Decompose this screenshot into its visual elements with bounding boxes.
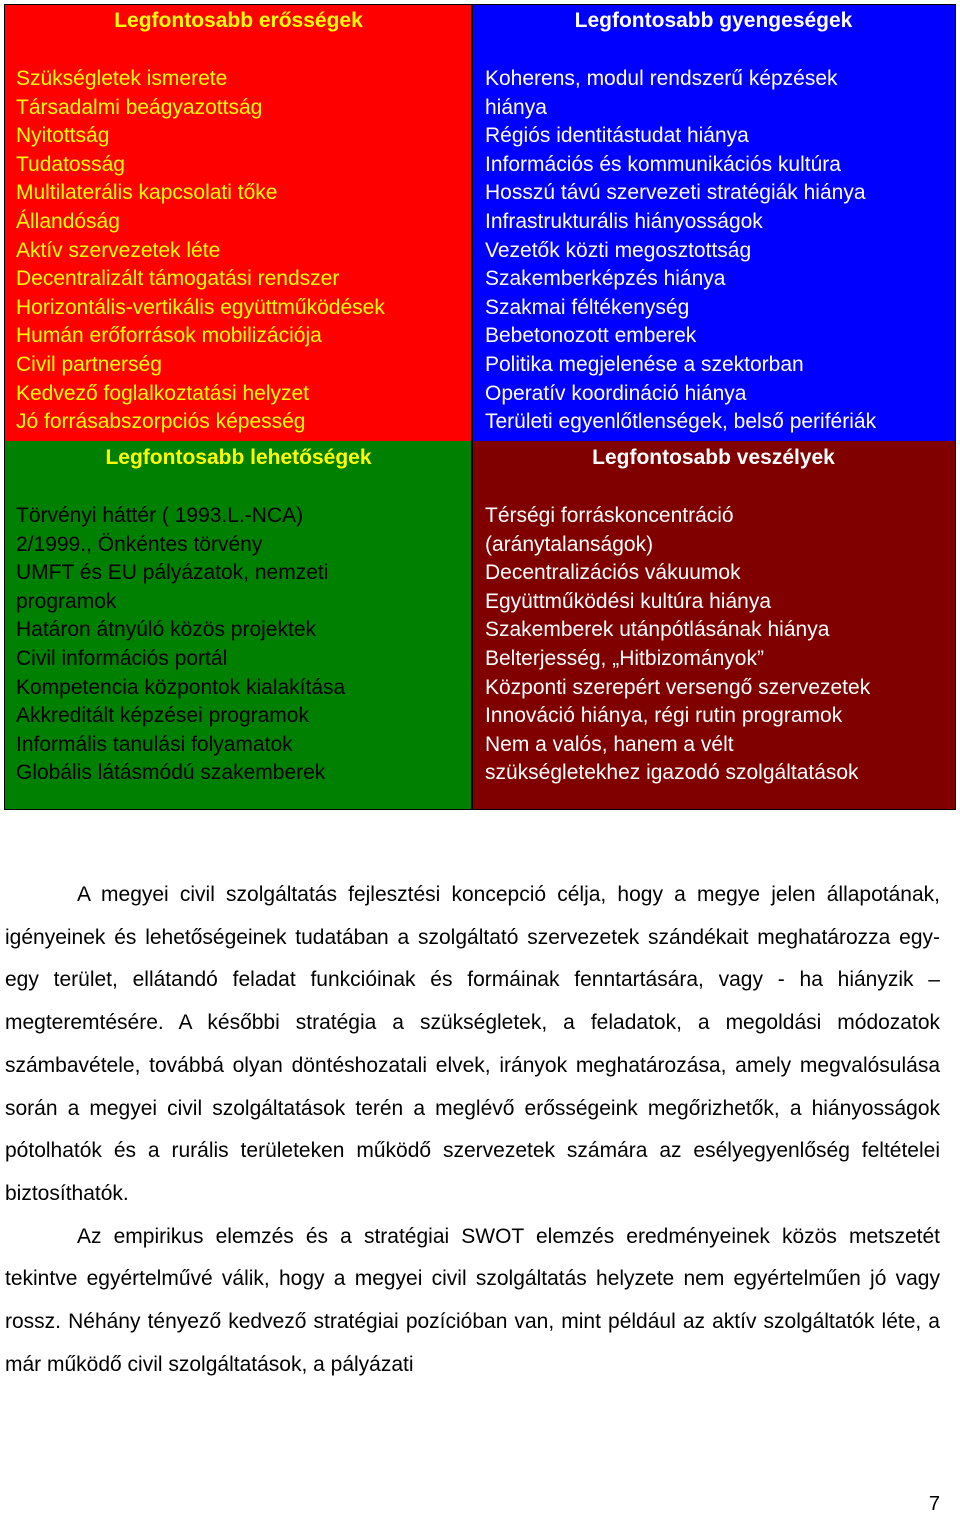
threats-title: Legfontosabb veszélyek (592, 446, 835, 469)
list-item: Belterjesség, „Hitbizományok” (485, 646, 764, 670)
body-text (5, 874, 940, 1386)
list-item: Globális látásmódú szakemberek (16, 761, 326, 785)
strengths-list (16, 65, 385, 437)
opportunities-list (16, 502, 436, 788)
list-item: Akkreditált képzései programok (16, 704, 309, 728)
list-item: Állandóság (16, 209, 120, 233)
threats-list (485, 502, 945, 788)
paragraph-1: A megyei civil szolgáltatás fejlesztési koncepció célja, hogy a megye jelen állapotának, igényeinek és lehetőségeinek tudatában a szolgáltató szervezetek szándékait meghatározza egy-egy terület, ellátandó feladat funkcióinak és formáinak fenntartására, vagy - ha hiányzik – megteremtésére. A későbbi stratégia a szükségletek, a feladatok, a megoldási módozatok számbavétele, továbbá olyan döntéshozatali elvek, irányok meghatározása, amely megvalósulása során a megyei civil szolgáltatások terén a meglévő erősségeink megőrizhetők, a hiányosságok pótolhatók és a rurális területeken működő szervezetek számára az esélyegyenlőség feltételei biztosíthatók. (5, 883, 940, 1205)
list-item: Területi egyenlőtlenségek, belső perifériák (485, 410, 877, 434)
list-item: Határon átnyúló közös projektek (16, 618, 316, 642)
list-item: hiánya (485, 95, 547, 119)
list-item: Decentralizált támogatási rendszer (16, 267, 340, 291)
threats-quadrant (472, 441, 955, 809)
weaknesses-list (485, 65, 950, 437)
list-item: Humán erőforrások mobilizációja (16, 324, 322, 348)
weaknesses-quadrant (472, 5, 955, 441)
list-item: Aktív szervezetek léte (16, 238, 221, 262)
list-item: Hosszú távú szervezeti stratégiák hiánya (485, 181, 866, 205)
list-item: Koherens, modul rendszerű képzések (485, 67, 838, 90)
list-item: Együttműködési kultúra hiánya (485, 589, 771, 613)
list-item: Szükségletek ismerete (16, 67, 228, 90)
list-item: Régiós identitástudat hiánya (485, 124, 749, 148)
list-item: Civil partnerség (16, 352, 162, 376)
list-item: 2/1999., Önkéntes törvény (16, 532, 263, 556)
list-item: Térségi forráskoncentráció (485, 504, 734, 527)
list-item: Kedvező foglalkoztatási helyzet (16, 381, 310, 405)
list-item: Operatív koordináció hiánya (485, 381, 747, 405)
strengths-quadrant (5, 5, 472, 441)
list-item: Tudatosság (16, 152, 125, 176)
list-item: Szakemberképzés hiánya (485, 267, 726, 291)
list-item: (aránytalanságok) (485, 532, 654, 556)
paragraph-2: Az empirikus elemzés és a stratégiai SWOT elemzés eredményeinek közös metszetét tekintve egyértelművé válik, hogy a megyei civil szolgáltatás helyzete nem egyértelműen jó vagy rossz. Néhány tényező kedvező stratégiai pozícióban van, mint például az aktív szolgáltatók léte, a már működő civil szolgáltatások, a pályázati (5, 1224, 940, 1376)
list-item: Innováció hiánya, régi rutin programok (485, 704, 843, 728)
list-item: Nem a valós, hanem a vélt (485, 732, 734, 756)
list-item: Informális tanulási folyamatok (16, 732, 293, 756)
list-item: Decentralizációs vákuumok (485, 561, 741, 585)
list-item: Társadalmi beágyazottság (16, 95, 263, 119)
list-item: programok (16, 589, 117, 613)
opportunities-quadrant (5, 441, 472, 809)
list-item: Kompetencia központok kialakítása (16, 675, 346, 699)
list-item: szükségletekhez igazodó szolgáltatások (485, 761, 859, 785)
list-item: Információs és kommunikációs kultúra (485, 152, 841, 176)
list-item: Szakemberek utánpótlásának hiánya (485, 618, 830, 642)
weaknesses-title: Legfontosabb gyengeségek (574, 9, 853, 32)
list-item: Központi szerepért versengő szervezetek (485, 675, 871, 699)
list-item: Politika megjelenése a szektorban (485, 352, 804, 376)
strengths-title: Legfontosabb erősségek (114, 9, 363, 32)
list-item: Infrastrukturális hiányosságok (485, 209, 763, 233)
list-item: Nyitottság (16, 124, 110, 148)
list-item: Horizontális-vertikális együttműködések (16, 295, 385, 319)
list-item: Szakmai féltékenység (485, 295, 690, 319)
swot-table (4, 4, 956, 810)
list-item: Törvényi háttér ( 1993.L.-NCA) (16, 504, 304, 527)
page-number: 7 (928, 1493, 940, 1515)
swot-divider (471, 5, 473, 809)
list-item: Bebetonozott emberek (485, 324, 697, 348)
list-item: Multilaterális kapcsolati tőke (16, 181, 278, 205)
list-item: Jó forrásabszorpciós képesség (16, 410, 306, 434)
list-item: Vezetők közti megosztottság (485, 238, 752, 262)
opportunities-title: Legfontosabb lehetőségek (105, 446, 372, 469)
list-item: UMFT és EU pályázatok, nemzeti (16, 561, 329, 585)
list-item: Civil információs portál (16, 646, 228, 670)
